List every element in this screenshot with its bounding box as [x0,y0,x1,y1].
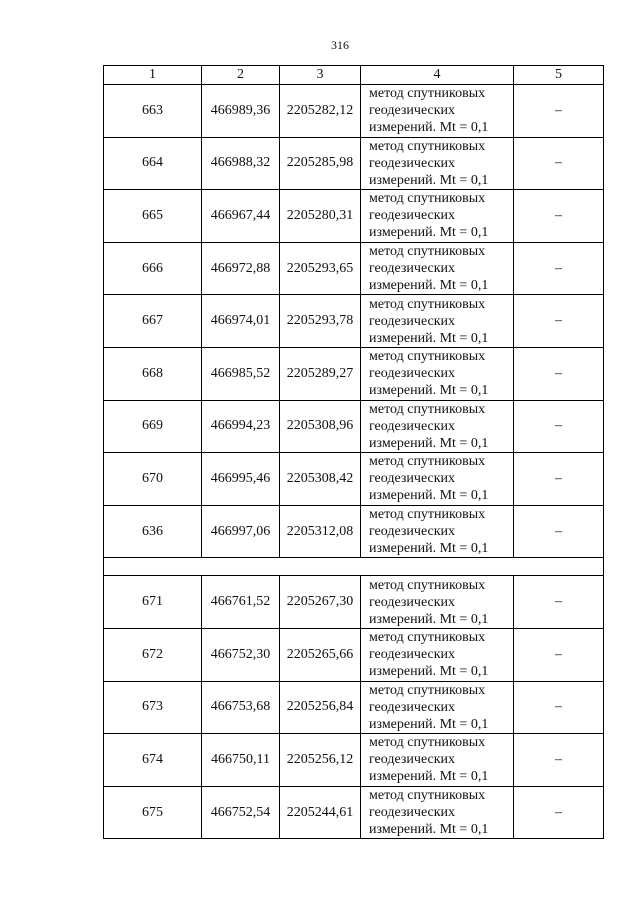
method-cell [361,453,514,506]
table-row [104,576,604,629]
method-text-line: метод спутниковых [369,244,486,260]
header-cell-1: 1 [104,66,202,85]
table-row [104,137,604,190]
method-cell [361,681,514,734]
table-body [104,66,604,839]
column-3-value-cell: 2205312,08 [280,505,361,558]
method-text-line: геодезических [369,752,456,768]
column-2-value-cell: 466997,06 [202,505,280,558]
column-2-value-cell: 466994,23 [202,400,280,453]
header-cell-5: 5 [514,66,604,85]
method-text-line: метод спутниковых [369,507,486,523]
method-cell [361,137,514,190]
method-text-line: измерений. Mt = 0,1 [369,383,489,399]
method-text-line: измерений. Mt = 0,1 [369,611,489,627]
method-text-line: метод спутниковых [369,454,486,470]
method-cell [361,734,514,787]
method-text-line: геодезических [369,155,456,171]
table-row [104,505,604,558]
point-number-cell: 670 [104,453,202,506]
column-3-value-cell: 2205256,12 [280,734,361,787]
note-cell: – [514,786,604,839]
note-cell: – [514,734,604,787]
note-cell: – [514,295,604,348]
coordinates-table [103,65,604,839]
column-3-value-cell: 2205285,98 [280,137,361,190]
point-number-cell: 666 [104,242,202,295]
column-2-value-cell: 466967,44 [202,190,280,243]
table-row [104,453,604,506]
column-2-value-cell: 466988,32 [202,137,280,190]
method-text-line: измерений. Mt = 0,1 [369,488,489,504]
table-row [104,628,604,681]
method-cell [361,85,514,138]
method-text-line: измерений. Mt = 0,1 [369,541,489,557]
method-text-line: геодезических [369,699,456,715]
method-cell [361,505,514,558]
method-text-line: метод спутниковых [369,630,486,646]
table-row [104,295,604,348]
method-text-line: измерений. Mt = 0,1 [369,278,489,294]
point-number-cell: 667 [104,295,202,348]
method-text-line: метод спутниковых [369,788,486,804]
column-3-value-cell: 2205244,61 [280,786,361,839]
method-text-line: геодезических [369,418,456,434]
column-3-value-cell: 2205280,31 [280,190,361,243]
column-2-value-cell: 466752,30 [202,628,280,681]
method-cell [361,786,514,839]
column-2-value-cell: 466972,88 [202,242,280,295]
header-cell-2: 2 [202,66,280,85]
column-2-value-cell: 466989,36 [202,85,280,138]
method-text-line: измерений. Mt = 0,1 [369,330,489,346]
method-text-line: метод спутниковых [369,735,486,751]
note-cell: – [514,400,604,453]
column-2-value-cell: 466753,68 [202,681,280,734]
method-text-line: геодезических [369,805,456,821]
method-text-line: геодезических [369,647,456,663]
method-text-line: геодезических [369,261,456,277]
method-text-line: измерений. Mt = 0,1 [369,664,489,680]
table-row [104,786,604,839]
point-number-cell: 671 [104,576,202,629]
method-text-line: измерений. Mt = 0,1 [369,225,489,241]
note-cell: – [514,137,604,190]
method-cell [361,400,514,453]
point-number-cell: 674 [104,734,202,787]
column-2-value-cell: 466752,54 [202,786,280,839]
column-2-value-cell: 466761,52 [202,576,280,629]
column-3-value-cell: 2205308,42 [280,453,361,506]
method-text-line: измерений. Mt = 0,1 [369,716,489,732]
note-cell: – [514,576,604,629]
point-number-cell: 669 [104,400,202,453]
method-text-line: измерений. Mt = 0,1 [369,172,489,188]
column-3-value-cell: 2205293,65 [280,242,361,295]
table-row [104,400,604,453]
column-2-value-cell: 466995,46 [202,453,280,506]
point-number-cell: 675 [104,786,202,839]
point-number-cell: 673 [104,681,202,734]
point-number-cell: 663 [104,85,202,138]
method-text-line: измерений. Mt = 0,1 [369,769,489,785]
method-text-line: метод спутниковых [369,401,486,417]
method-text-line: метод спутниковых [369,349,486,365]
point-number-cell: 672 [104,628,202,681]
point-number-cell: 665 [104,190,202,243]
note-cell: – [514,453,604,506]
column-3-value-cell: 2205289,27 [280,347,361,400]
spacer-cell [104,558,604,576]
method-cell [361,190,514,243]
column-2-value-cell: 466985,52 [202,347,280,400]
table-row [104,681,604,734]
method-text-line: геодезических [369,524,456,540]
method-cell [361,628,514,681]
method-text-line: геодезических [369,471,456,487]
method-cell [361,242,514,295]
method-cell [361,295,514,348]
header-row [104,66,604,85]
column-3-value-cell: 2205267,30 [280,576,361,629]
method-cell [361,347,514,400]
table-row [104,85,604,138]
note-cell: – [514,85,604,138]
column-3-value-cell: 2205282,12 [280,85,361,138]
note-cell: – [514,628,604,681]
method-text-line: измерений. Mt = 0,1 [369,822,489,838]
spacer-row [104,558,604,576]
method-text-line: геодезических [369,208,456,224]
table-row [104,190,604,243]
method-text-line: геодезических [369,103,456,119]
point-number-cell: 636 [104,505,202,558]
method-text-line: измерений. Mt = 0,1 [369,435,489,451]
method-text-line: метод спутниковых [369,86,486,102]
note-cell: – [514,190,604,243]
page-number: 316 [331,38,349,52]
note-cell: – [514,505,604,558]
method-text-line: метод спутниковых [369,577,486,593]
method-cell [361,576,514,629]
method-text-line: измерений. Mt = 0,1 [369,120,489,136]
method-text-line: метод спутниковых [369,682,486,698]
table-row [104,347,604,400]
method-text-line: метод спутниковых [369,296,486,312]
note-cell: – [514,347,604,400]
point-number-cell: 664 [104,137,202,190]
table-row [104,734,604,787]
column-3-value-cell: 2205256,84 [280,681,361,734]
header-cell-3: 3 [280,66,361,85]
method-text-line: геодезических [369,366,456,382]
method-text-line: геодезических [369,313,456,329]
column-3-value-cell: 2205293,78 [280,295,361,348]
method-text-line: метод спутниковых [369,138,486,154]
column-2-value-cell: 466974,01 [202,295,280,348]
note-cell: – [514,242,604,295]
column-3-value-cell: 2205265,66 [280,628,361,681]
header-cell-4: 4 [361,66,514,85]
table-row [104,242,604,295]
column-2-value-cell: 466750,11 [202,734,280,787]
point-number-cell: 668 [104,347,202,400]
method-text-line: метод спутниковых [369,191,486,207]
column-3-value-cell: 2205308,96 [280,400,361,453]
method-text-line: геодезических [369,594,456,610]
note-cell: – [514,681,604,734]
